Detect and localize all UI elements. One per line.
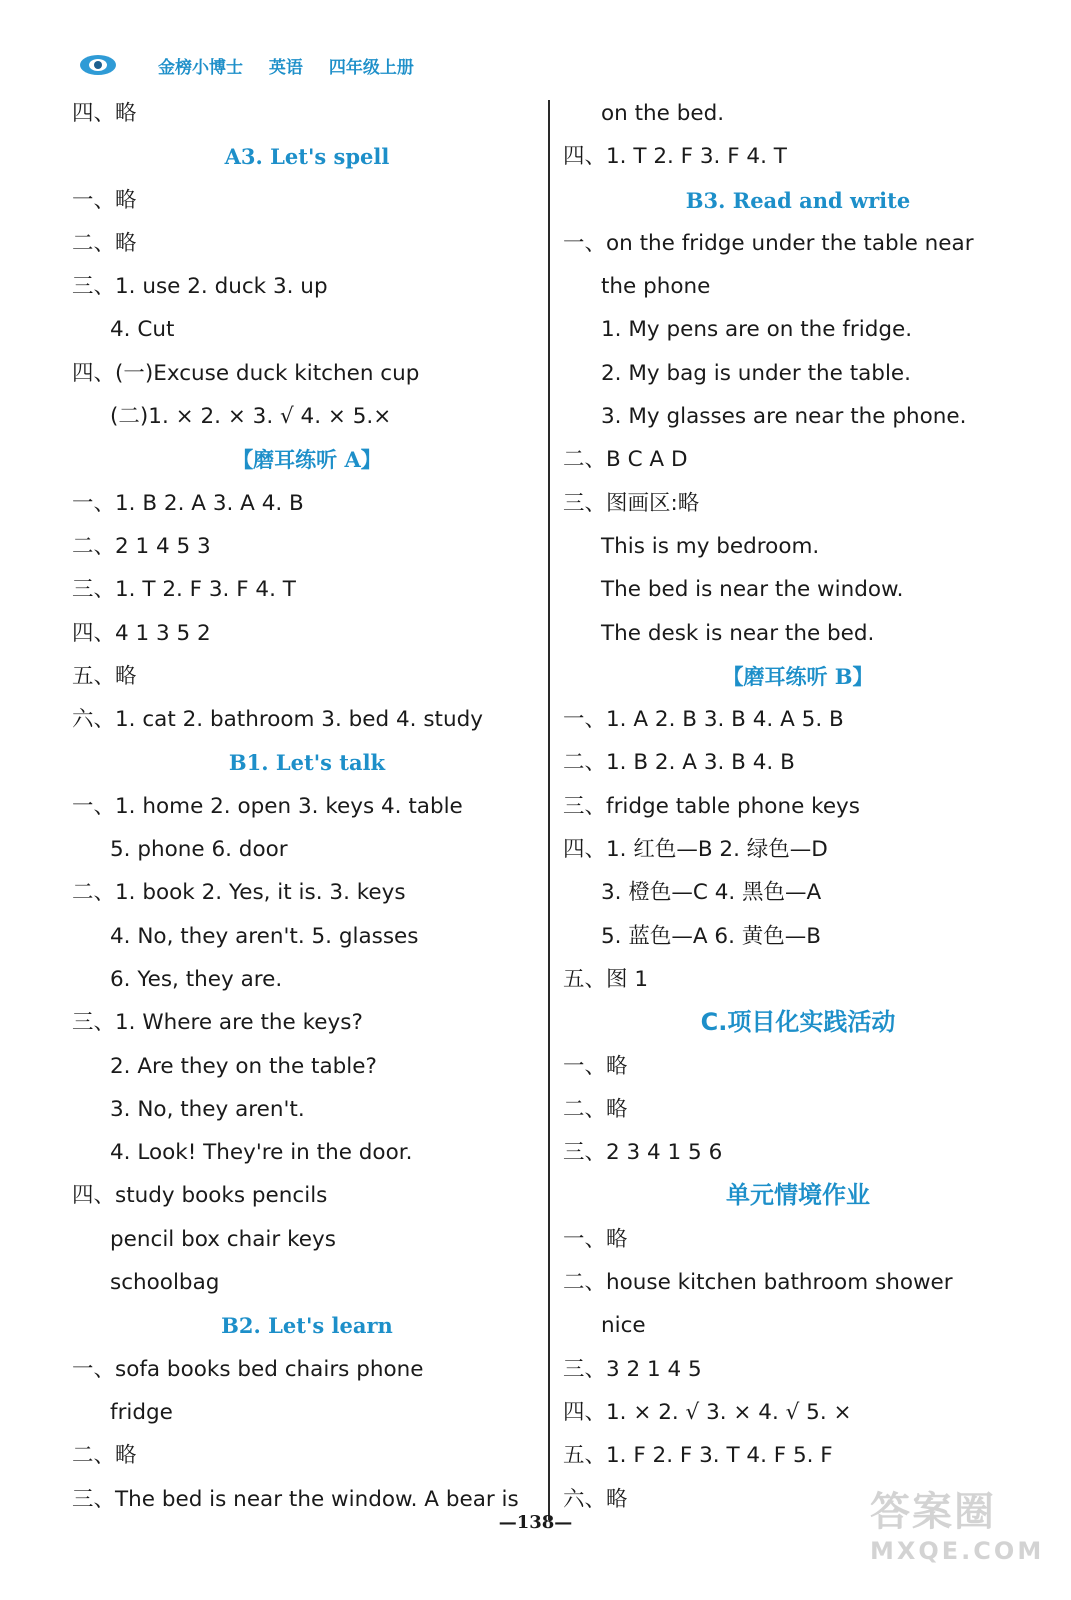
answer-line: 四、略 <box>72 101 137 126</box>
section-heading: C.项目化实践活动 <box>700 1008 896 1037</box>
answer-line: the phone <box>601 274 711 300</box>
watermark-logo: 答案圈 <box>870 1489 996 1535</box>
answer-line: 三、1. T 2. F 3. F 4. T <box>72 577 296 603</box>
answer-line: nice <box>601 1313 646 1339</box>
section-heading: B1. Let's talk <box>228 750 386 776</box>
watermark <box>870 1480 1045 1590</box>
section-heading: B2. Let's learn <box>221 1313 393 1339</box>
answer-line: 三、2 3 4 1 5 6 <box>563 1140 723 1166</box>
answer-line: 四、1. 红色—B 2. 绿色—D <box>563 837 828 863</box>
eye-logo-icon <box>80 53 118 77</box>
answer-line: 一、略 <box>563 1226 628 1252</box>
answer-line: 五、图 1 <box>563 966 649 992</box>
section-heading: 【磨耳练听 A】 <box>232 447 382 473</box>
answer-line: 5. phone 6. door <box>110 837 288 863</box>
answer-line: 六、1. cat 2. bathroom 3. bed 4. study <box>72 707 483 733</box>
answer-line: 1. My pens are on the fridge. <box>601 317 913 343</box>
answer-line: on the bed. <box>601 101 725 126</box>
left-column <box>72 92 542 1521</box>
header-title <box>158 53 434 78</box>
answer-line: This is my bedroom. <box>601 533 820 559</box>
answer-line: schoolbag <box>110 1270 220 1296</box>
answer-line: 四、4 1 3 5 2 <box>72 620 211 646</box>
answer-line: 一、sofa books bed chairs phone <box>72 1356 424 1382</box>
answer-line: 4. Cut <box>110 317 175 343</box>
answer-line: 二、2 1 4 5 3 <box>72 533 211 559</box>
answer-line: The desk is near the bed. <box>601 620 875 646</box>
answer-line: 四、study books pencils <box>72 1183 328 1209</box>
section-heading: 单元情境作业 <box>726 1181 870 1210</box>
answer-line: fridge <box>110 1399 173 1425</box>
answer-line: 五、略 <box>72 663 137 689</box>
answer-line: pencil box chair keys <box>110 1226 336 1252</box>
answer-line: 3. No, they aren't. <box>110 1096 305 1122</box>
answer-line: 六、略 <box>563 1486 628 1512</box>
answer-line: 三、1. Where are the keys? <box>72 1010 363 1036</box>
answer-line: 一、1. home 2. open 3. keys 4. table <box>72 793 463 819</box>
answer-line: 4. No, they aren't. 5. glasses <box>110 923 419 949</box>
section-heading: B3. Read and write <box>685 187 911 213</box>
section-heading: 【磨耳练听 B】 <box>722 663 874 689</box>
subject-label: 英语 <box>268 57 303 78</box>
book-title: 金榜小博士 <box>158 57 243 78</box>
answer-line: 二、1. book 2. Yes, it is. 3. keys <box>72 880 406 906</box>
answer-line: 3. 橙色—C 4. 黑色—A <box>601 880 822 906</box>
answer-line: 五、1. F 2. F 3. T 4. F 5. F <box>563 1443 833 1469</box>
answer-line: 二、略 <box>72 230 137 256</box>
answer-line: 四、1. T 2. F 3. F 4. T <box>563 144 787 170</box>
answer-line: 二、1. B 2. A 3. B 4. B <box>563 750 795 776</box>
answer-line: 三、fridge table phone keys <box>563 793 860 819</box>
answer-line: 一、略 <box>563 1053 628 1079</box>
answer-line: 四、(一)Excuse duck kitchen cup <box>72 360 420 386</box>
answer-line: 5. 蓝色—A 6. 黄色—B <box>601 923 821 949</box>
column-divider <box>548 100 550 1520</box>
answer-line: 三、图画区:略 <box>563 490 700 516</box>
answer-line: 一、1. B 2. A 3. A 4. B <box>72 490 304 516</box>
answer-line: The bed is near the window. <box>601 577 904 603</box>
answer-line: 6. Yes, they are. <box>110 966 283 992</box>
answer-line: 三、The bed is near the window. A bear is <box>72 1486 519 1512</box>
answer-line: 二、略 <box>563 1096 628 1122</box>
answer-line: 二、略 <box>72 1443 137 1469</box>
right-column <box>563 92 1033 1521</box>
answer-line: 3. My glasses are near the phone. <box>601 404 967 430</box>
section-heading: A3. Let's spell <box>224 144 390 170</box>
answer-line: 四、1. × 2. √ 3. × 4. √ 5. × <box>563 1399 852 1425</box>
answer-line: 一、略 <box>72 187 137 213</box>
answer-line: 2. My bag is under the table. <box>601 360 911 386</box>
answer-line: 一、1. A 2. B 3. B 4. A 5. B <box>563 707 844 733</box>
answer-line: 三、1. use 2. duck 3. up <box>72 274 328 300</box>
watermark-url: MXQE.COM <box>870 1537 1045 1565</box>
page-header <box>80 50 434 80</box>
grade-label: 四年级上册 <box>328 57 414 78</box>
answer-line: 4. Look! They're in the door. <box>110 1140 413 1166</box>
answer-line: 2. Are they on the table? <box>110 1053 377 1079</box>
page-number: —138— <box>498 1512 573 1533</box>
answer-line: 二、house kitchen bathroom shower <box>563 1270 953 1296</box>
answer-line: (二)1. × 2. × 3. √ 4. × 5.× <box>110 404 392 430</box>
answer-line: 二、B C A D <box>563 447 688 473</box>
answer-line: 三、3 2 1 4 5 <box>563 1356 702 1382</box>
answer-line: 一、on the fridge under the table near <box>563 230 974 256</box>
